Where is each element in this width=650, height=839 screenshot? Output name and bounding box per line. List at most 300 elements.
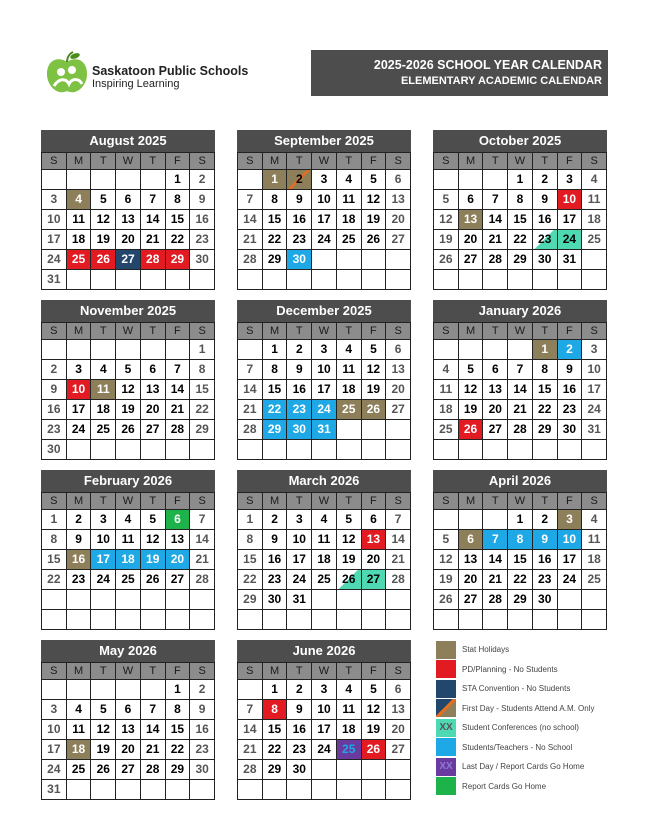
empty-cell: [483, 440, 508, 460]
day-cell: 21: [508, 400, 533, 420]
empty-cell: [67, 610, 92, 630]
day-cell: 7: [238, 190, 263, 210]
day-cell: 23: [287, 230, 312, 250]
day-cell: 18: [116, 550, 141, 570]
day-cell: 14: [483, 210, 508, 230]
empty-cell: [582, 250, 607, 270]
empty-cell: [386, 270, 411, 290]
school-tagline: Inspiring Learning: [92, 78, 180, 90]
weekday-header: T: [141, 663, 166, 680]
empty-cell: [386, 250, 411, 270]
weekday-header: T: [533, 323, 558, 340]
weekday-header: M: [263, 493, 288, 510]
empty-cell: [91, 170, 116, 190]
day-cell: 5: [141, 510, 166, 530]
day-cell: 9: [558, 360, 583, 380]
day-cell: 28: [386, 570, 411, 590]
empty-cell: [459, 170, 484, 190]
day-cell: 17: [287, 550, 312, 570]
empty-cell: [91, 340, 116, 360]
weekday-header: M: [459, 153, 484, 170]
day-cell: 5: [434, 530, 459, 550]
day-cell: 3: [287, 510, 312, 530]
weekday-header: M: [263, 323, 288, 340]
day-cell: 6: [459, 190, 484, 210]
weekday-header: S: [386, 323, 411, 340]
weekday-header: F: [362, 153, 387, 170]
month-grid: [41, 322, 215, 460]
day-cell: 16: [190, 210, 215, 230]
day-cell: 12: [459, 380, 484, 400]
day-cell: 5: [362, 170, 387, 190]
day-cell: 10: [312, 190, 337, 210]
empty-cell: [582, 610, 607, 630]
month-title: June 2026: [237, 640, 411, 662]
day-cell: 17: [312, 210, 337, 230]
month-calendar: [433, 130, 607, 290]
day-cell: 4: [434, 360, 459, 380]
empty-cell: [362, 250, 387, 270]
day-cell: 21: [141, 230, 166, 250]
day-cell: 29: [508, 590, 533, 610]
empty-cell: [362, 590, 387, 610]
day-cell: 1: [263, 340, 288, 360]
day-cell: 1: [263, 680, 288, 700]
legend-item: [436, 757, 616, 777]
day-cell: 7: [386, 510, 411, 530]
legend-item: [436, 718, 616, 738]
apple-logo-icon: [44, 50, 90, 96]
month-calendar: [41, 470, 215, 630]
empty-cell: [582, 440, 607, 460]
day-cell: 14: [190, 530, 215, 550]
day-cell: 14: [238, 210, 263, 230]
empty-cell: [386, 610, 411, 630]
day-cell: 19: [459, 400, 484, 420]
day-cell: 10: [582, 360, 607, 380]
day-cell: 23: [190, 230, 215, 250]
weekday-header: W: [508, 323, 533, 340]
empty-cell: [582, 590, 607, 610]
day-cell: 11: [582, 190, 607, 210]
day-cell: 20: [386, 210, 411, 230]
empty-cell: [483, 340, 508, 360]
empty-cell: [67, 440, 92, 460]
empty-cell: [483, 510, 508, 530]
weekday-header: F: [362, 493, 387, 510]
month-title: January 2026: [433, 300, 607, 322]
weekday-header: T: [287, 493, 312, 510]
empty-cell: [238, 170, 263, 190]
day-cell: 6: [141, 360, 166, 380]
weekday-header: T: [91, 323, 116, 340]
empty-cell: [116, 590, 141, 610]
day-cell: 5: [116, 360, 141, 380]
day-cell: 21: [238, 400, 263, 420]
day-cell: 26: [116, 420, 141, 440]
day-cell: 20: [459, 230, 484, 250]
day-cell: 6: [483, 360, 508, 380]
day-cell: 31: [287, 590, 312, 610]
day-cell: 23: [533, 230, 558, 250]
month-calendar: [237, 470, 411, 630]
day-cell: 1: [508, 510, 533, 530]
calendar-title: 2025-2026 SCHOOL YEAR CALENDAR: [373, 58, 602, 72]
day-cell: 28: [483, 250, 508, 270]
empty-cell: [287, 780, 312, 800]
empty-cell: [141, 780, 166, 800]
empty-cell: [91, 780, 116, 800]
day-cell: 4: [312, 510, 337, 530]
day-cell: 8: [263, 700, 288, 720]
legend-swatch: [436, 680, 456, 698]
day-cell: 1: [238, 510, 263, 530]
empty-cell: [508, 270, 533, 290]
legend-label: Last Day / Report Cards Go Home: [462, 762, 585, 772]
empty-cell: [508, 340, 533, 360]
day-cell: 30: [42, 440, 67, 460]
day-cell: 16: [287, 380, 312, 400]
day-cell: 19: [91, 230, 116, 250]
day-cell: 2: [190, 170, 215, 190]
day-cell: 18: [312, 550, 337, 570]
empty-cell: [166, 780, 191, 800]
day-cell: 11: [67, 720, 92, 740]
day-cell: 2: [558, 340, 583, 360]
calendar-subtitle: ELEMENTARY ACADEMIC CALENDAR: [400, 75, 602, 87]
weekday-header: S: [582, 323, 607, 340]
school-logo: [44, 50, 249, 100]
day-cell: 13: [362, 530, 387, 550]
empty-cell: [91, 270, 116, 290]
day-cell: 13: [386, 700, 411, 720]
weekday-header: T: [287, 323, 312, 340]
day-cell: 1: [42, 510, 67, 530]
day-cell: 13: [386, 360, 411, 380]
empty-cell: [337, 780, 362, 800]
empty-cell: [558, 440, 583, 460]
empty-cell: [238, 610, 263, 630]
day-cell: 6: [116, 700, 141, 720]
empty-cell: [337, 420, 362, 440]
day-cell: 11: [337, 360, 362, 380]
day-cell: 20: [141, 400, 166, 420]
day-cell: 8: [238, 530, 263, 550]
day-cell: 10: [312, 360, 337, 380]
day-cell: 9: [67, 530, 92, 550]
day-cell: 29: [263, 420, 288, 440]
weekday-header: W: [508, 153, 533, 170]
legend-label: Students/Teachers - No School: [462, 742, 573, 752]
legend-item: [436, 660, 616, 680]
day-cell: 27: [459, 590, 484, 610]
day-cell: 15: [238, 550, 263, 570]
empty-cell: [238, 340, 263, 360]
day-cell: 20: [386, 380, 411, 400]
weekday-header: S: [434, 153, 459, 170]
empty-cell: [459, 340, 484, 360]
day-cell: 14: [483, 550, 508, 570]
month-title: May 2026: [41, 640, 215, 662]
empty-cell: [386, 440, 411, 460]
empty-cell: [263, 270, 288, 290]
day-cell: 15: [263, 210, 288, 230]
day-cell: 10: [67, 380, 92, 400]
day-cell: 12: [337, 530, 362, 550]
day-cell: 22: [166, 230, 191, 250]
day-cell: 20: [459, 570, 484, 590]
day-cell: 9: [190, 700, 215, 720]
day-cell: 22: [508, 230, 533, 250]
day-cell: 7: [483, 190, 508, 210]
empty-cell: [190, 610, 215, 630]
empty-cell: [312, 780, 337, 800]
empty-cell: [434, 340, 459, 360]
day-cell: 18: [337, 720, 362, 740]
month-calendar: [433, 470, 607, 630]
day-cell: 16: [42, 400, 67, 420]
day-cell: 5: [459, 360, 484, 380]
day-cell: 8: [508, 530, 533, 550]
day-cell: 22: [263, 230, 288, 250]
weekday-header: F: [558, 493, 583, 510]
day-cell: 8: [42, 530, 67, 550]
day-cell: 19: [362, 210, 387, 230]
day-cell: 29: [238, 590, 263, 610]
legend-swatch: [436, 777, 456, 795]
day-cell: 28: [238, 760, 263, 780]
day-cell: 25: [582, 570, 607, 590]
day-cell: 30: [287, 760, 312, 780]
day-cell: 29: [166, 760, 191, 780]
day-cell: 18: [434, 400, 459, 420]
day-cell: 4: [67, 190, 92, 210]
empty-cell: [67, 590, 92, 610]
legend-label: First Day - Students Attend A.M. Only: [462, 703, 595, 713]
day-cell: 13: [459, 210, 484, 230]
day-cell: 2: [287, 340, 312, 360]
empty-cell: [141, 440, 166, 460]
empty-cell: [141, 610, 166, 630]
weekday-header: W: [116, 663, 141, 680]
empty-cell: [91, 610, 116, 630]
day-cell: 18: [67, 230, 92, 250]
day-cell: 10: [42, 210, 67, 230]
empty-cell: [434, 610, 459, 630]
day-cell: 6: [386, 680, 411, 700]
day-cell: 8: [263, 360, 288, 380]
day-cell: 8: [166, 190, 191, 210]
day-cell: 29: [533, 420, 558, 440]
empty-cell: [533, 610, 558, 630]
empty-cell: [67, 340, 92, 360]
empty-cell: [312, 610, 337, 630]
empty-cell: [238, 270, 263, 290]
day-cell: 29: [263, 250, 288, 270]
empty-cell: [190, 270, 215, 290]
weekday-header: S: [238, 663, 263, 680]
day-cell: 1: [508, 170, 533, 190]
day-cell: 9: [287, 190, 312, 210]
day-cell: 22: [166, 740, 191, 760]
weekday-header: S: [434, 323, 459, 340]
weekday-header: M: [67, 323, 92, 340]
day-cell: 2: [263, 510, 288, 530]
day-cell: 21: [238, 230, 263, 250]
day-cell: 18: [337, 380, 362, 400]
day-cell: 10: [42, 720, 67, 740]
day-cell: 20: [362, 550, 387, 570]
day-cell: 14: [141, 720, 166, 740]
day-cell: 20: [116, 740, 141, 760]
day-cell: 17: [312, 720, 337, 740]
day-cell: 9: [263, 530, 288, 550]
weekday-header: F: [166, 663, 191, 680]
empty-cell: [141, 270, 166, 290]
day-cell: 22: [263, 400, 288, 420]
day-cell: 11: [337, 700, 362, 720]
day-cell: 24: [42, 760, 67, 780]
day-cell: 3: [312, 680, 337, 700]
day-cell: 27: [141, 420, 166, 440]
day-cell: 31: [582, 420, 607, 440]
empty-cell: [483, 270, 508, 290]
legend-item: [436, 699, 616, 719]
legend-swatch: XX: [436, 758, 456, 776]
day-cell: 10: [312, 700, 337, 720]
day-cell: 1: [263, 170, 288, 190]
day-cell: 4: [91, 360, 116, 380]
empty-cell: [190, 440, 215, 460]
empty-cell: [362, 610, 387, 630]
day-cell: 27: [483, 420, 508, 440]
day-cell: 7: [166, 360, 191, 380]
weekday-header: S: [190, 493, 215, 510]
empty-cell: [42, 590, 67, 610]
empty-cell: [508, 610, 533, 630]
day-cell: 14: [141, 210, 166, 230]
day-cell: 2: [42, 360, 67, 380]
empty-cell: [459, 510, 484, 530]
day-cell: 21: [190, 550, 215, 570]
weekday-header: T: [141, 153, 166, 170]
weekday-header: T: [337, 663, 362, 680]
empty-cell: [166, 590, 191, 610]
day-cell: 15: [263, 720, 288, 740]
title-banner: [311, 50, 608, 96]
weekday-header: W: [312, 323, 337, 340]
day-cell: 25: [312, 570, 337, 590]
empty-cell: [190, 780, 215, 800]
empty-cell: [312, 590, 337, 610]
day-cell: 31: [42, 270, 67, 290]
day-cell: 22: [42, 570, 67, 590]
empty-cell: [362, 440, 387, 460]
day-cell: 26: [91, 250, 116, 270]
day-cell: 25: [116, 570, 141, 590]
day-cell: 1: [190, 340, 215, 360]
empty-cell: [582, 270, 607, 290]
day-cell: 29: [508, 250, 533, 270]
day-cell: 31: [558, 250, 583, 270]
day-cell: 21: [141, 740, 166, 760]
day-cell: 12: [434, 210, 459, 230]
day-cell: 21: [386, 550, 411, 570]
weekday-header: S: [582, 493, 607, 510]
day-cell: 23: [533, 570, 558, 590]
month-grid: [433, 152, 607, 290]
day-cell: 5: [91, 700, 116, 720]
day-cell: 25: [582, 230, 607, 250]
day-cell: 25: [337, 400, 362, 420]
empty-cell: [362, 270, 387, 290]
weekday-header: T: [141, 323, 166, 340]
day-cell: 5: [337, 510, 362, 530]
empty-cell: [263, 440, 288, 460]
day-cell: 24: [91, 570, 116, 590]
legend-item: [436, 679, 616, 699]
day-cell: 6: [459, 530, 484, 550]
legend-item: [436, 640, 616, 660]
day-cell: 6: [116, 190, 141, 210]
month-calendar: [41, 640, 215, 800]
day-cell: 24: [42, 250, 67, 270]
weekday-header: T: [91, 663, 116, 680]
day-cell: 11: [434, 380, 459, 400]
day-cell: 2: [533, 170, 558, 190]
legend-label: PD/Planning - No Students: [462, 664, 558, 674]
weekday-header: T: [533, 493, 558, 510]
empty-cell: [312, 270, 337, 290]
day-cell: 2: [533, 510, 558, 530]
weekday-header: S: [386, 153, 411, 170]
day-cell: 30: [287, 420, 312, 440]
day-cell: 1: [166, 170, 191, 190]
day-cell: 9: [287, 700, 312, 720]
empty-cell: [141, 590, 166, 610]
day-cell: 23: [67, 570, 92, 590]
empty-cell: [337, 250, 362, 270]
day-cell: 31: [42, 780, 67, 800]
day-cell: 16: [533, 550, 558, 570]
empty-cell: [116, 610, 141, 630]
day-cell: 12: [116, 380, 141, 400]
legend-label: Student Conferences (no school): [462, 723, 579, 733]
legend-swatch: [436, 641, 456, 659]
month-title: March 2026: [237, 470, 411, 492]
day-cell: 3: [42, 700, 67, 720]
day-cell: 14: [238, 720, 263, 740]
day-cell: 24: [312, 400, 337, 420]
empty-cell: [67, 270, 92, 290]
day-cell: 12: [141, 530, 166, 550]
empty-cell: [67, 170, 92, 190]
month-grid: [433, 322, 607, 460]
day-cell: 12: [362, 700, 387, 720]
day-cell: 7: [238, 360, 263, 380]
day-cell: 16: [190, 720, 215, 740]
empty-cell: [141, 340, 166, 360]
day-cell: 17: [558, 210, 583, 230]
day-cell: 5: [91, 190, 116, 210]
day-cell: 15: [533, 380, 558, 400]
day-cell: 26: [434, 250, 459, 270]
empty-cell: [238, 440, 263, 460]
legend: [436, 640, 616, 796]
day-cell: 28: [238, 420, 263, 440]
day-cell: 5: [362, 340, 387, 360]
day-cell: 27: [362, 570, 387, 590]
